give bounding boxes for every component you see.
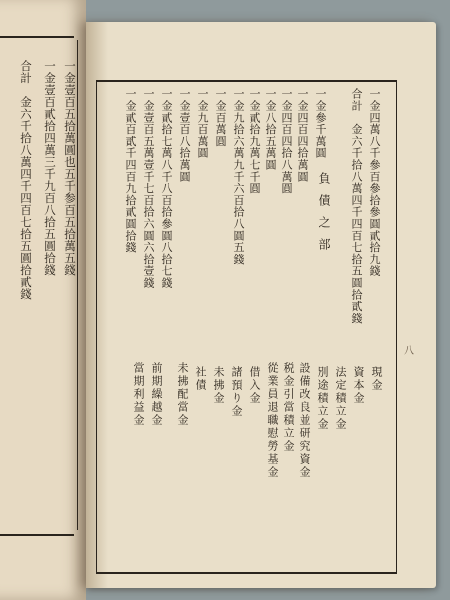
assets-total: 合計 金六千拾八萬四千四百七拾五圓拾貳錢: [350, 88, 363, 324]
left-page-top-rule: [0, 36, 74, 38]
amount-legal-reserve: 一金四百四拾萬圓: [296, 88, 309, 183]
label-unpaid-dividends: 未拂配當金: [176, 362, 189, 427]
label-equipment-fund: 設備改良並研究資金: [298, 362, 311, 479]
label-tax-reserve: 税金引當積立金: [282, 362, 295, 453]
label-bonds: 社債: [194, 366, 207, 392]
amount-retirement-fund: 一金九拾六萬九千六百拾八圓五錢: [232, 88, 245, 265]
left-page-side-rule: [77, 40, 78, 530]
amount-unpaid-dividends: 一金壹百五萬壹千七百拾六圓六拾壹錢: [142, 88, 155, 289]
label-current-profit: 當期利益金: [132, 362, 145, 427]
amount-deposits: 一金九百萬圓: [196, 88, 209, 159]
amount-special-reserve: 一金四百四拾八萬圓: [280, 88, 293, 195]
amount-tax-reserve: 一金貳拾九萬七千圓: [248, 88, 261, 195]
label-brought-forward: 前期繰越金: [150, 362, 163, 427]
label-capital: 資本金: [352, 366, 365, 405]
amount-unpaid: 一金壹百八拾萬圓: [178, 88, 191, 183]
left-page-entry-2: 一金壹百貳拾四萬三千九百八拾五圓拾錢: [43, 60, 57, 276]
amount-bonds: 一金貳拾七萬八千八百拾參圓八拾七錢: [160, 88, 173, 289]
left-page: [0, 0, 86, 600]
assets-last-entry: 一金四萬八千參百參拾參圓貳拾九錢: [368, 88, 381, 277]
ledger-page: [86, 22, 436, 588]
page-gutter-shadow: [86, 22, 108, 588]
amount-brought-forward: 一金貳百貳千四百九拾貳圓拾錢: [124, 88, 137, 254]
amount-equipment-fund: 一金八拾五萬圓: [264, 88, 277, 171]
left-page-bottom-rule: [0, 534, 74, 536]
frame-left-rule: [96, 80, 97, 574]
label-legal-reserve: 法定積立金: [334, 366, 347, 431]
liabilities-heading: 負債之部: [317, 172, 331, 260]
frame-bottom-rule: [96, 572, 396, 574]
label-retirement-fund: 從業員退職慰勞基金: [266, 362, 279, 479]
left-page-entry-1: 一金壹百五拾萬圓也五千参百五拾萬五錢: [63, 60, 77, 276]
frame-right-rule: [396, 80, 397, 574]
label-borrowings: 借入金: [248, 366, 261, 405]
amount-capital: 一金參千萬圓: [314, 88, 327, 159]
label-unpaid: 未拂金: [212, 366, 225, 405]
label-cash: 現金: [370, 366, 383, 392]
label-deposits: 諸預り金: [230, 366, 243, 418]
frame-top-rule: [96, 80, 396, 82]
page-number: 八: [404, 346, 414, 357]
left-page-total: 合計 金六千拾八萬四千四百七拾五圓拾貳錢: [19, 60, 33, 300]
amount-borrowings: 一金百萬圓: [214, 88, 227, 147]
label-special-reserve: 別途積立金: [316, 366, 329, 431]
